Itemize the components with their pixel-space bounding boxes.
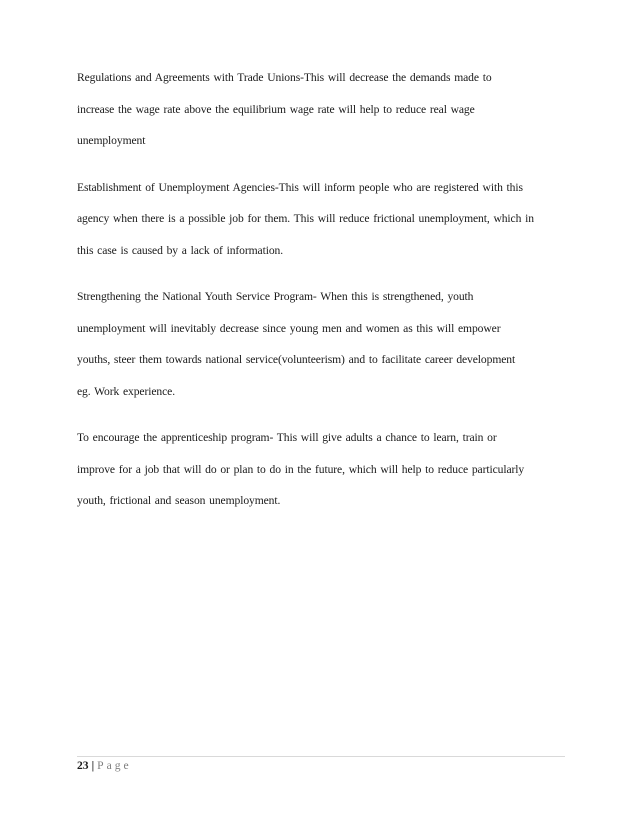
text-line: youth, frictional and season unemployment.	[77, 494, 281, 507]
paragraph-trade-unions	[77, 62, 577, 157]
text-line: To encourage the apprenticeship program- This will give adults a chance to learn, train or	[77, 431, 497, 444]
footer-separator: |	[91, 759, 95, 772]
text-line: Strengthening the National Youth Service Program- When this is strengthened, youth	[77, 290, 474, 303]
text-line: unemployment	[77, 134, 146, 147]
text-line: improve for a job that will do or plan to do in the future, which will help to reduce particularly	[77, 462, 525, 476]
paragraph-apprenticeship	[77, 422, 577, 517]
text-line: Establishment of Unemployment Agencies-This will inform people who are registered with this	[77, 180, 523, 194]
paragraph-unemployment-agencies	[77, 172, 577, 267]
paragraph-youth-service	[77, 281, 577, 407]
page-label: Page	[97, 759, 132, 772]
text-line: Regulations and Agreements with Trade Unions-This will decrease the demands made to	[77, 71, 492, 84]
text-line: unemployment will inevitably decrease since young men and women as this will empower	[77, 321, 501, 335]
text-line: agency when there is a possible job for them. This will reduce frictional unemployment, which in	[77, 212, 534, 225]
text-line: eg. Work experience.	[77, 384, 175, 398]
page-number: 23	[77, 759, 89, 772]
page-footer	[77, 756, 565, 772]
text-line: this case is caused by a lack of information.	[77, 243, 284, 257]
text-line: youths, steer them towards national service(volunteerism) and to facilitate career development	[77, 353, 516, 366]
body-text	[77, 62, 577, 532]
text-line: increase the wage rate above the equilibrium wage rate will help to reduce real wage	[77, 102, 475, 116]
